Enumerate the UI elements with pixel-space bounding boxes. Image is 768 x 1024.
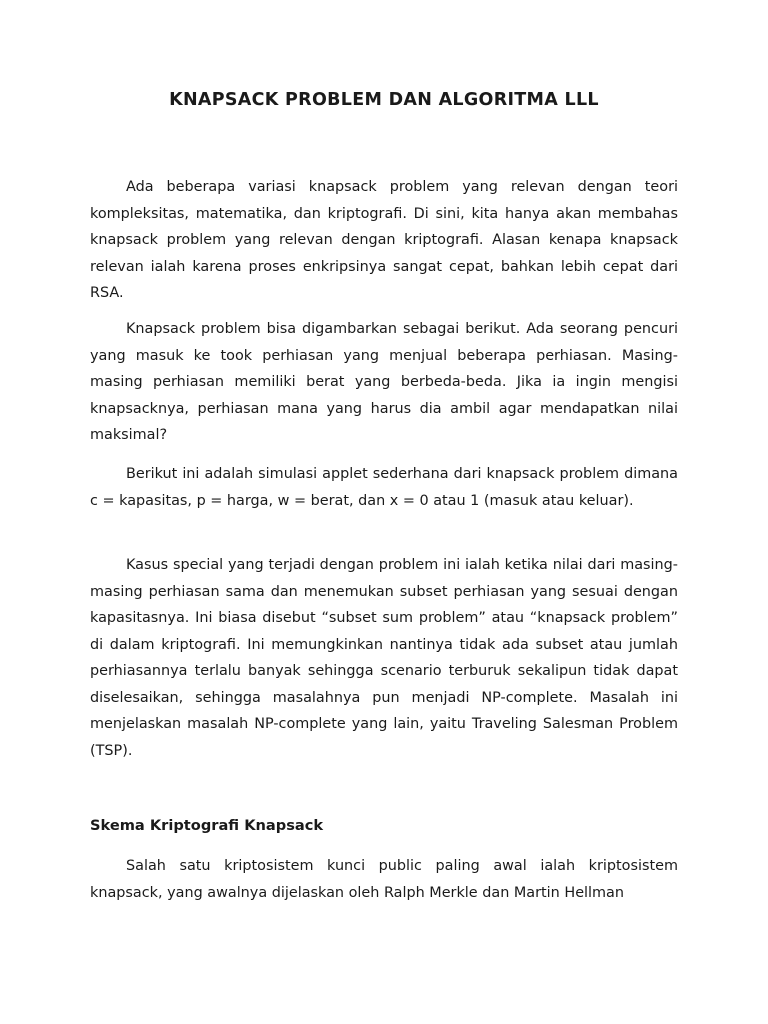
paragraph-section-intro: Salah satu kriptosistem kunci public paling awal ialah kriptosistem knapsack, yang awalnya dijelaskan oleh Ralph Merkle dan Martin Hellman <box>90 858 678 901</box>
section-heading: Skema Kriptografi Knapsack <box>90 817 324 834</box>
paragraph-problem-description: Knapsack problem bisa digambarkan sebagai berikut. Ada seorang pencuri yang masuk ke took perhiasan yang menjual beberapa perhiasan. Masing-masing perhiasan memiliki berat yang berbeda-beda. Jika ia ingin mengisi knapsacknya, perhiasan mana yang harus dia ambil agar mendapatkan nilai maksimal? <box>90 321 678 443</box>
paragraph-special-case: Kasus special yang terjadi dengan problem ini ialah ketika nilai dari masing-masing perhiasan sama dan menemukan subset perhiasan yang sesuai dengan kapasitasnya. Ini biasa disebut “subset sum problem” atau “knapsack problem” di dalam kriptografi. Ini memungkinkan nantinya tidak ada subset atau jumlah perhiasannya terlalu banyak sehingga scenario terburuk sekalipun tidak dapat diselesaikan, sehingga masalahnya pun menjadi NP-complete. Masalah ini menjelaskan masalah NP-complete yang lain, yaitu Traveling Salesman Problem (TSP). <box>90 557 678 759</box>
document-title: KNAPSACK PROBLEM DAN ALGORITMA LLL <box>169 90 599 110</box>
paragraph-intro: Ada beberapa variasi knapsack problem yang relevan dengan teori kompleksitas, matematika, dan kriptografi. Di sini, kita hanya akan membahas knapsack problem yang relevan dengan kriptografi. Alasan kenapa knapsack relevan ialah karena proses enkripsinya sangat cepat, bahkan lebih cepat dari RSA. <box>90 179 678 301</box>
paragraph-applet-simulation: Berikut ini adalah simulasi applet sederhana dari knapsack problem dimana c = kapasitas, p = harga, w = berat, dan x = 0 atau 1 (masuk atau keluar). <box>90 466 678 509</box>
